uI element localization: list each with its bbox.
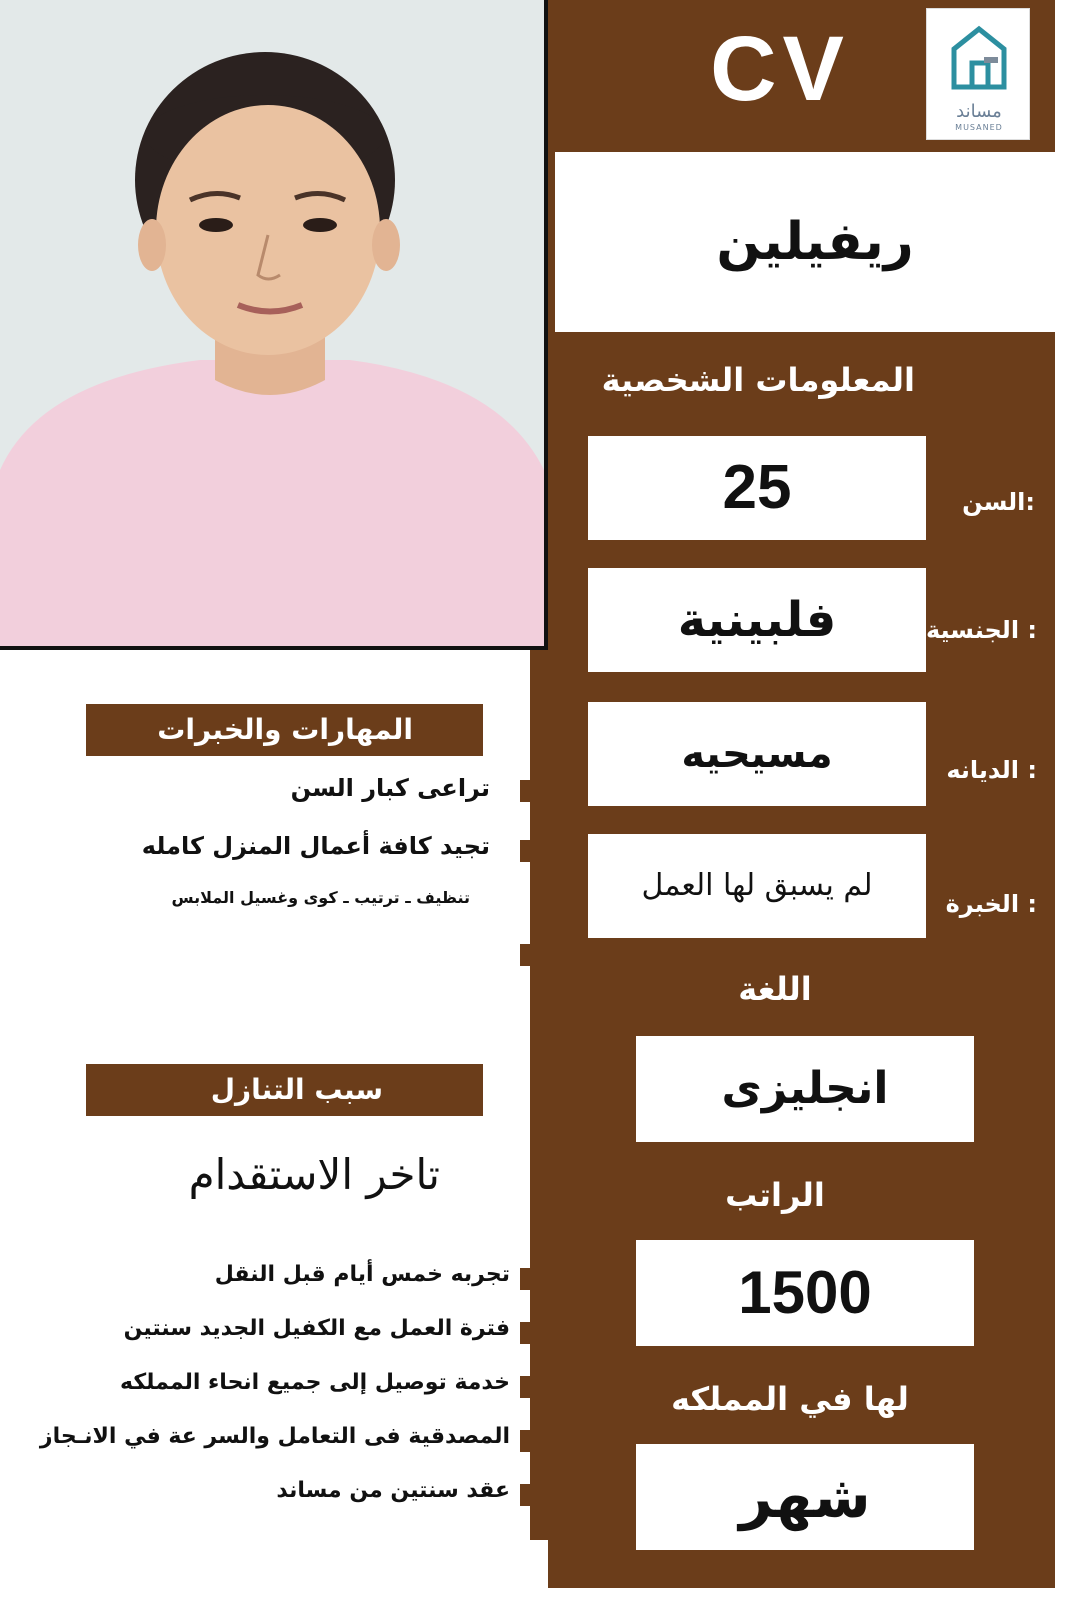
age-label: السن: [962,488,1035,516]
skills-bullet-2 [520,840,544,862]
benefit-bullet-2 [520,1322,544,1344]
skill-item-2: تجيد كافة أعمال المنزل كامله [141,832,490,860]
nationality-value: فلبينية [588,568,926,672]
benefit-bullet-4 [520,1430,544,1452]
musaned-logo [926,8,1030,140]
religion-label: الديانه : [946,756,1037,784]
personal-info-title: المعلومات الشخصية [601,361,915,399]
nationality-label: الجنسية : [925,616,1037,644]
benefit-item-4: المصدقية فى التعامل والسر عة في الانـجاز [39,1424,510,1449]
waiver-title-bar: سبب التنازل [86,1064,483,1116]
experience-value: لم يسبق لها العمل [588,834,926,938]
in-kingdom-value: شهر [636,1444,974,1550]
benefit-item-3: خدمة توصيل إلى جميع انحاء المملكه [119,1370,510,1395]
age-value: 25 [588,436,926,540]
benefit-item-5: عقد سنتين من مساند [276,1478,510,1503]
skills-bullet-3 [520,944,544,966]
benefit-item-2: فترة العمل مع الكفيل الجديد سنتين [123,1316,510,1341]
benefit-item-1: تجربه خمس أيام قبل النقل [214,1262,510,1287]
portrait-illustration [0,0,544,646]
candidate-photo [0,0,548,650]
in-kingdom-label: لها في المملكه [671,1380,909,1418]
benefit-bullet-3 [520,1376,544,1398]
salary-label: الراتب [725,1176,825,1214]
house-logo-icon [944,17,1014,97]
skills-title-bar: المهارات والخبرات [86,704,483,756]
skill-subnote: تنظيف ـ ترتيب ـ كوى وغسيل الملابس [171,888,470,907]
candidate-name: ريفيلين [555,152,1073,332]
benefit-bullet-1 [520,1268,544,1290]
waiver-reason: تاخر الاستقدام [188,1150,440,1199]
skill-item-1: تراعى كبار السن [290,774,490,802]
religion-value: مسيحيه [588,702,926,806]
experience-label: الخبرة : [945,890,1037,918]
benefit-bullet-5 [520,1484,544,1506]
salary-value: 1500 [636,1240,974,1346]
language-label: اللغة [738,970,812,1008]
cv-title: CV [710,18,850,120]
skills-bullet-1 [520,780,544,802]
logo-english-text: MUSANED [955,123,1003,132]
language-value: انجليزى [636,1036,974,1142]
logo-arabic-text: مساند [956,101,1002,122]
bottom-margin [0,1588,1073,1600]
